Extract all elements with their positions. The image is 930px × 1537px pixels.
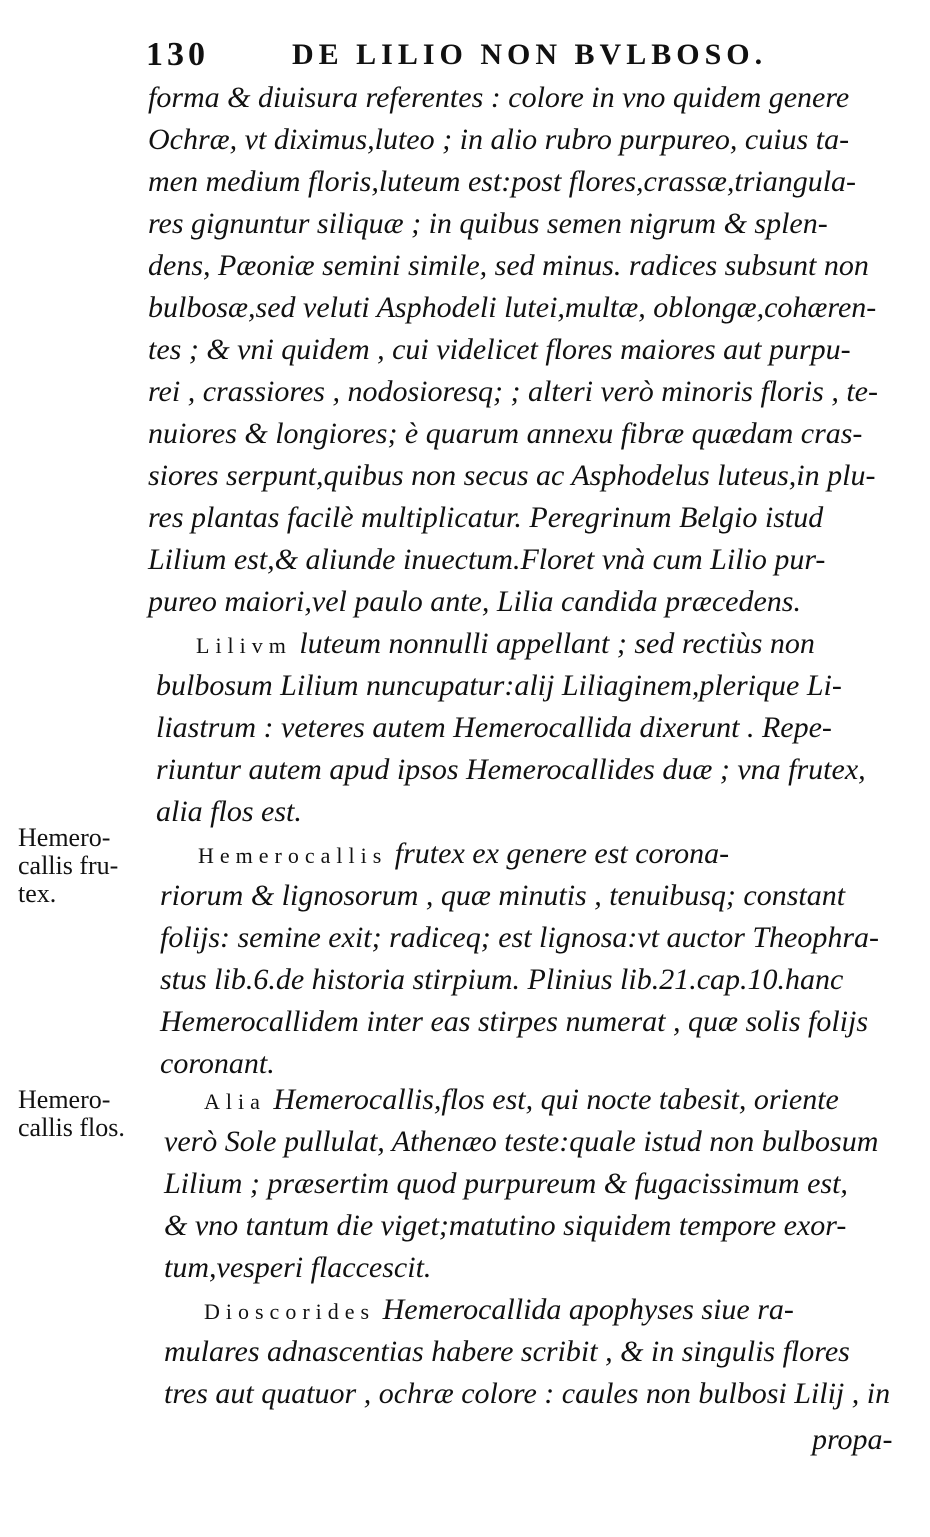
margin-note-line: tex. [18,879,57,908]
text-line: & vno tantum die viget;matutino siquidem tempore exor- [164,1209,847,1242]
text-line: stus lib.6.de historia stirpium. Plinius lib.21.cap.10.hanc [160,963,844,996]
text-line: folijs: semine exit; radiceq; est lignosa:vt auctor Theophra- [160,921,880,954]
paragraph-opening-line [196,624,815,666]
text-line: bulbosum Lilium nuncupatur:alij Liliaginem,plerique Li- [156,669,842,702]
text-line: rei , crassiores , nodosioresq; ; alteri verò minoris floris , te- [148,375,878,408]
paragraph-opening-line [204,1290,794,1332]
margin-note-line: Hemero- [18,1085,111,1114]
text-line: coronant. [160,1047,275,1080]
text-line: forma & diuisura referentes : colore in vno quidem genere [148,81,850,114]
text-line: mulares adnascentias habere scribit , & in singulis flores [164,1335,850,1368]
text-line: dens, Pæoniæ semini simile, sed minus. radices subsunt non [148,249,869,282]
text-line: res plantas facilè multiplicatur. Peregrinum Belgio istud [148,501,824,534]
text-line: tes ; & vni quidem , cui videlicet flores maiores aut purpu- [148,333,851,366]
text-line: res gignuntur siliquæ ; in quibus semen nigrum & splen- [148,207,828,240]
lead-continuation: luteum nonnulli appellant ; sed rectiùs non [299,627,815,660]
running-header [146,36,786,76]
paragraph-opening-line [198,834,729,876]
lead-word: Alia [204,1089,266,1114]
text-line: alia flos est. [156,795,302,828]
text-line: riuntur autem apud ipsos Hemerocallides duæ ; vna frutex, [156,753,866,786]
page-number: 130 [146,36,209,73]
text-line: Lilium est,& aliunde inuectum.Floret vnà cum Lilio pur- [148,543,826,576]
lead-word: Lilivm [196,633,292,658]
text-line: Hemerocallidem inter eas stirpes numerat , quæ solis folijs [160,1005,869,1038]
text-line: tres aut quatuor , ochræ colore : caules non bulbosi Lilij , in [164,1377,891,1410]
text-line: siores serpunt,quibus non secus ac Asphodelus luteus,in plu- [148,459,876,492]
margin-note-line: callis flos. [18,1113,125,1142]
text-line: Ochræ, vt diximus,luteo ; in alio rubro purpureo, cuius ta- [148,123,850,156]
lead-continuation: frutex ex genere est corona- [394,837,730,870]
text-line: Lilium ; præsertim quod purpureum & fugacissimum est, [164,1167,848,1200]
margin-note-line: Hemero- [18,823,111,852]
text-line: men medium floris,luteum est:post flores,crassæ,triangula- [148,165,857,198]
lead-continuation: Hemerocallida apophyses siue ra- [382,1293,794,1326]
text-line: liastrum : veteres autem Hemerocallida dixerunt . Repe- [156,711,832,744]
catchword: propa- [812,1423,893,1456]
margin-note-line: callis fru- [18,851,119,880]
text-line: verò Sole pullulat, Athenæo teste:quale istud non bulbosum [164,1125,879,1158]
lead-word: Hemerocallis [198,843,388,868]
text-line: bulbosæ,sed veluti Asphodeli lutei,multæ, oblongæ,cohæren- [148,291,877,324]
text-line: pureo maiori,vel paulo ante, Lilia candida præcedens. [148,585,801,618]
text-line: nuiores & longiores; è quarum annexu fibræ quædam cras- [148,417,863,450]
running-title: DE LILIO NON BVLBOSO. [292,38,768,71]
text-line: tum,vesperi flaccescit. [164,1251,432,1284]
lead-word: Dioscorides [204,1299,376,1324]
text-line: riorum & lignosorum , quæ minutis , tenuibusq; constant [160,879,846,912]
paragraph-opening-line [204,1080,839,1122]
lead-continuation: Hemerocallis,flos est, qui nocte tabesit, oriente [273,1083,839,1116]
